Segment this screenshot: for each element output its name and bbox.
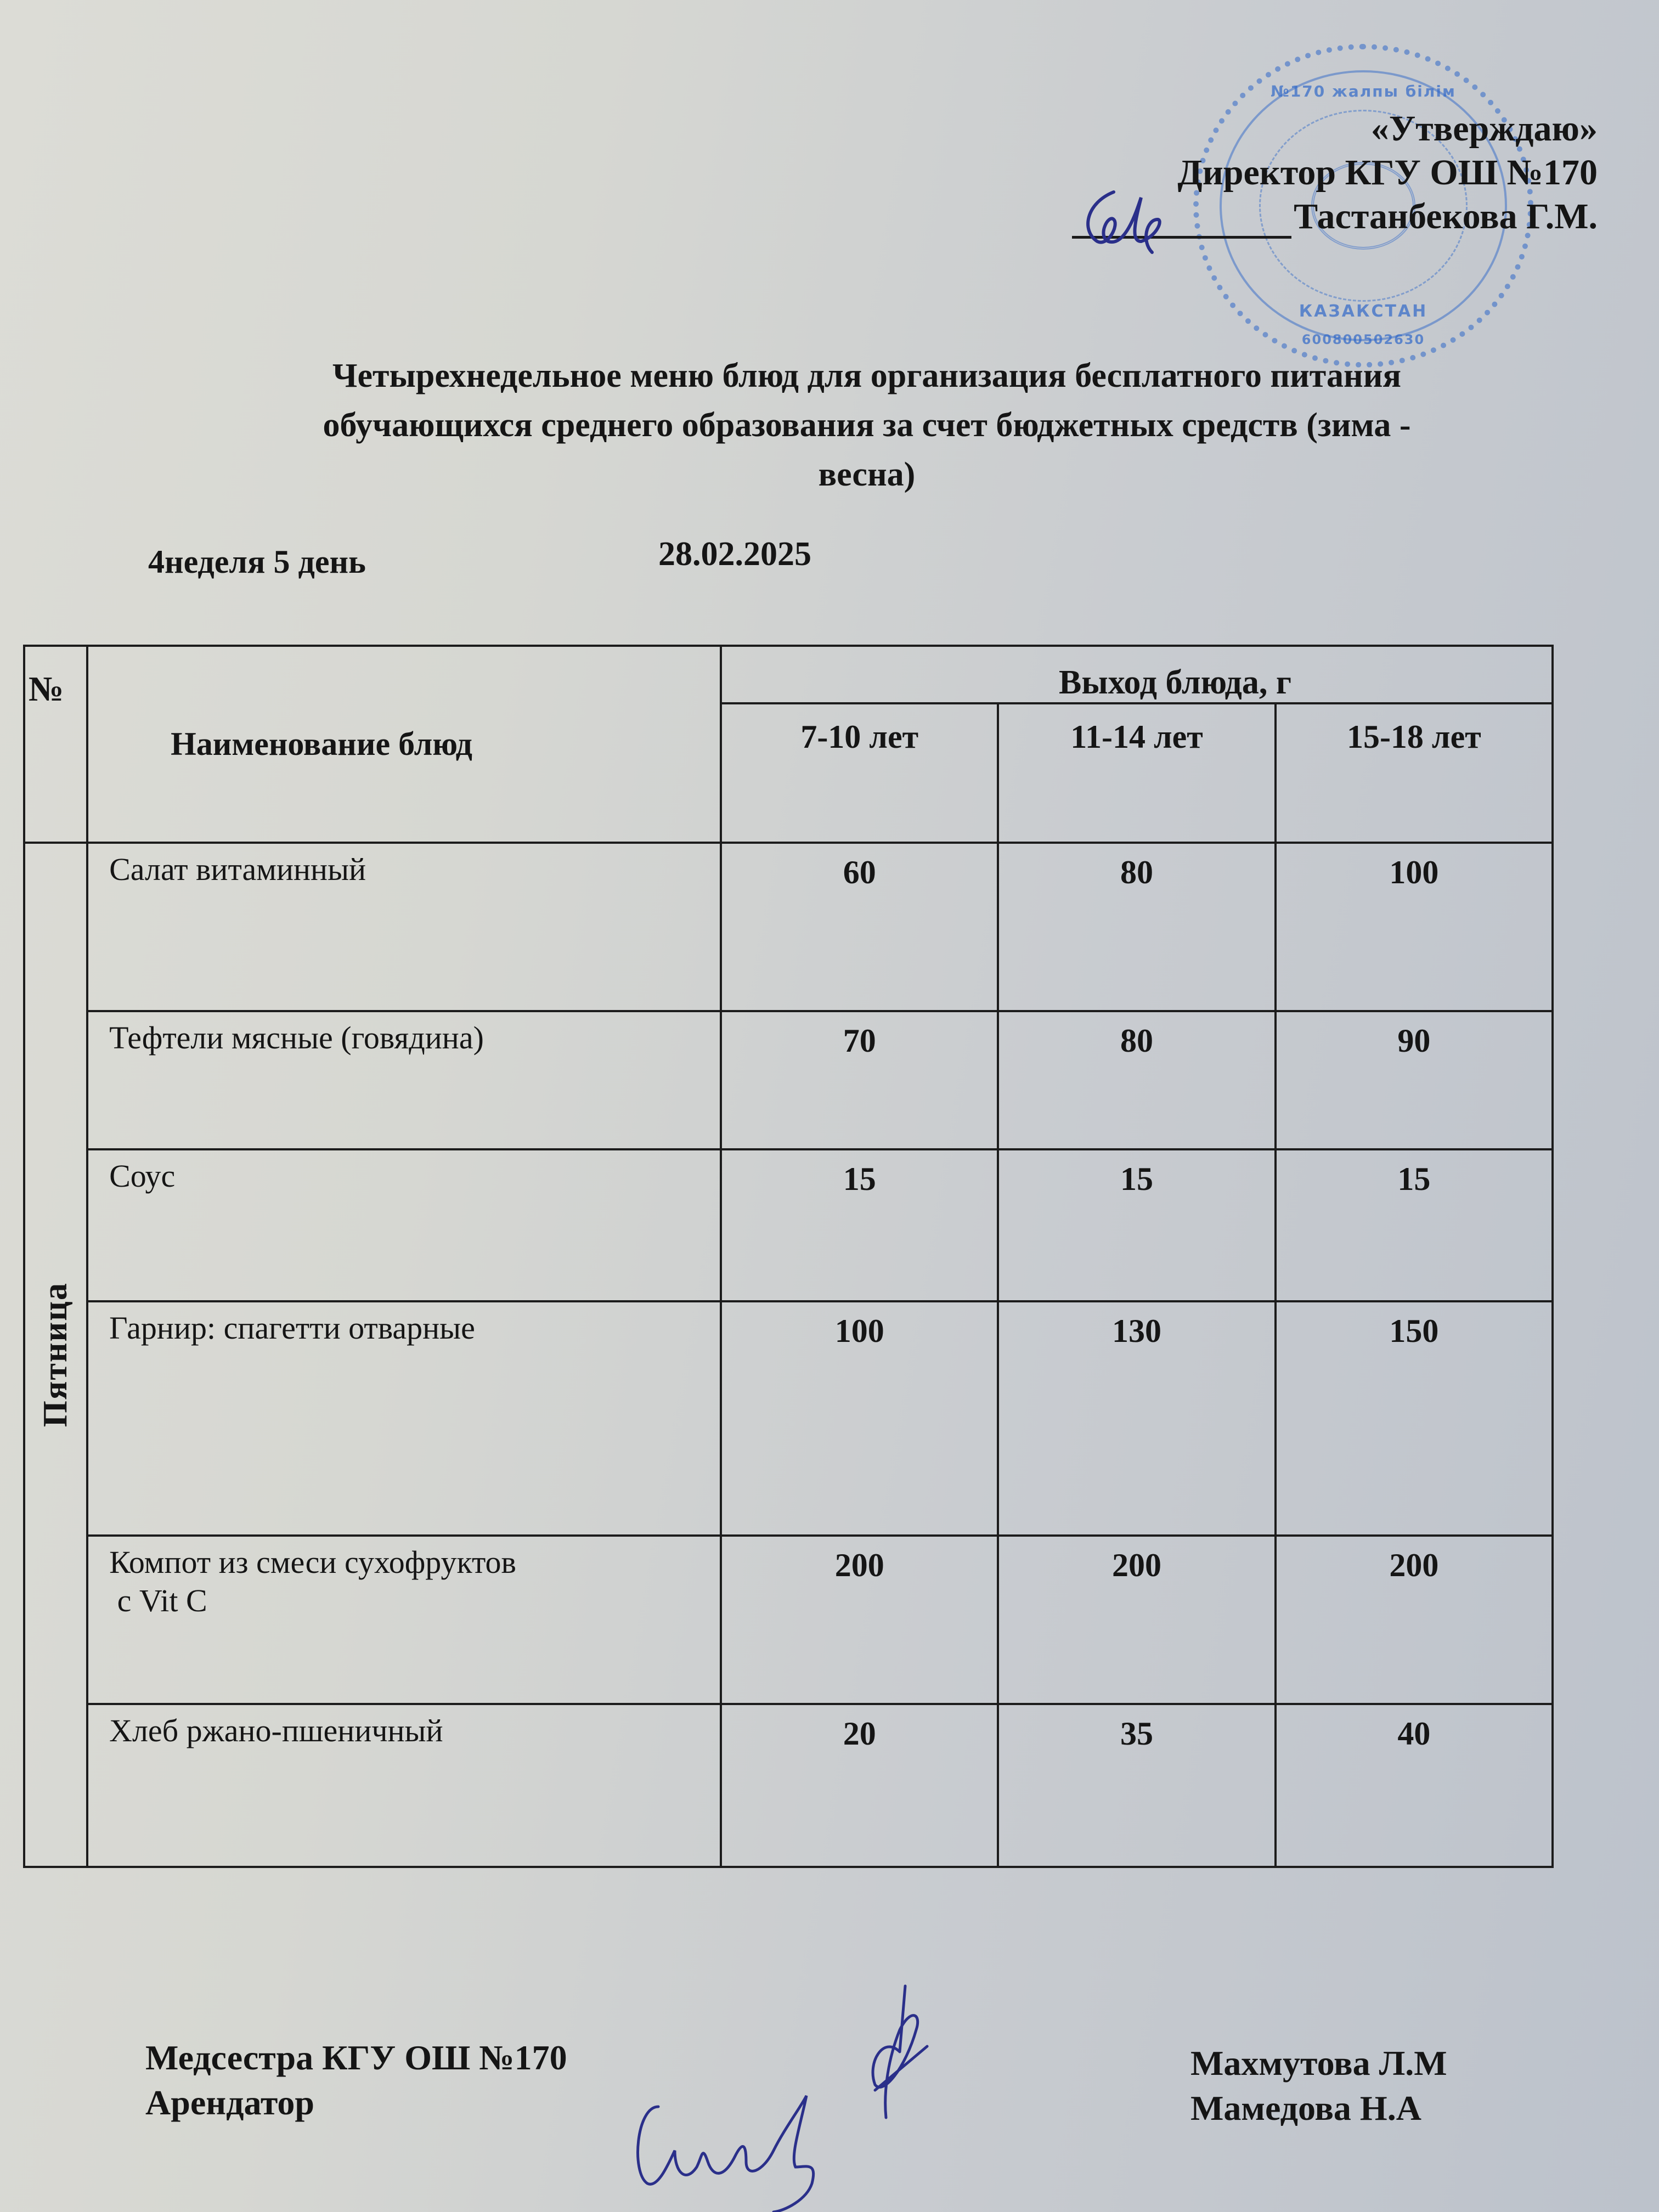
yield-15-18: 150 — [1276, 1301, 1553, 1536]
dish-name: Салат витаминный — [87, 843, 721, 1011]
title-line-1: Четырехнедельное меню блюд для организация бесплатного питания — [332, 357, 1402, 394]
approval-heading: «Утверждаю» — [1370, 109, 1598, 149]
stamp-country: КАЗАКСТАН — [1299, 302, 1428, 321]
header-dish-name: Наименование блюд — [87, 646, 721, 843]
director-signature — [1075, 181, 1218, 263]
yield-7-10: 15 — [721, 1149, 998, 1301]
table-row — [24, 1301, 1553, 1536]
yield-11-14: 130 — [998, 1301, 1275, 1536]
dish-name — [87, 1536, 721, 1704]
yield-15-18: 90 — [1276, 1011, 1553, 1149]
tenant-title: Арендатор — [145, 2083, 314, 2122]
stamp-number: 600800502630 — [1301, 332, 1425, 347]
nurse-title: Медсестра КГУ ОШ №170 — [145, 2038, 567, 2077]
yield-15-18: 15 — [1276, 1149, 1553, 1301]
header-age-15-18: 15-18 лет — [1276, 703, 1553, 843]
table-row — [24, 1704, 1553, 1867]
title-line-2: обучающихся среднего образования за счет бюджетных средств (зима - — [323, 407, 1411, 444]
table-row — [24, 843, 1553, 1011]
menu-date: 28.02.2025 — [658, 535, 811, 573]
table-header-row — [24, 646, 1553, 703]
week-day-label: 4неделя 5 день — [148, 544, 366, 580]
yield-11-14: 80 — [998, 843, 1275, 1011]
table-row — [24, 1149, 1553, 1301]
yield-7-10: 100 — [721, 1301, 998, 1536]
day-label: Пятница — [37, 1282, 75, 1427]
approval-position: Директор КГУ ОШ №170 — [1177, 153, 1598, 193]
document-title — [187, 351, 1547, 499]
yield-11-14: 80 — [998, 1011, 1275, 1149]
yield-7-10: 200 — [721, 1536, 998, 1704]
yield-7-10: 70 — [721, 1011, 998, 1149]
nurse-name: Махмутова Л.М — [1190, 2044, 1447, 2083]
yield-15-18: 40 — [1276, 1704, 1553, 1867]
table-row — [24, 1536, 1553, 1704]
yield-11-14: 200 — [998, 1536, 1275, 1704]
dish-name: Тефтели мясные (говядина) — [87, 1011, 721, 1149]
yield-15-18: 100 — [1276, 843, 1553, 1011]
tenant-name: Мамедова Н.А — [1190, 2089, 1421, 2128]
dish-name-line-2: с Vit C — [109, 1583, 207, 1618]
yield-7-10: 20 — [721, 1704, 998, 1867]
dish-name: Гарнир: спагетти отварные — [87, 1301, 721, 1536]
header-age-11-14: 11-14 лет — [998, 703, 1275, 843]
day-cell — [24, 843, 87, 1867]
footer-right — [1190, 2041, 1447, 2131]
menu-table — [23, 645, 1554, 1868]
dish-name: Соус — [87, 1149, 721, 1301]
yield-7-10: 60 — [721, 843, 998, 1011]
footer-left — [145, 2035, 567, 2125]
table-row — [24, 1011, 1553, 1149]
title-line-3: весна) — [818, 456, 916, 493]
yield-11-14: 35 — [998, 1704, 1275, 1867]
yield-15-18: 200 — [1276, 1536, 1553, 1704]
header-age-7-10: 7-10 лет — [721, 703, 998, 843]
dish-name: Хлеб ржано-пшеничный — [87, 1704, 721, 1867]
approval-name: Тастанбекова Г.М. — [1294, 196, 1598, 236]
header-yield: Выход блюда, г — [721, 646, 1553, 703]
header-number: № — [24, 646, 87, 843]
stamp-top-text: №170 жалпы білім — [1271, 82, 1456, 100]
tenant-signature — [625, 2074, 856, 2212]
dish-name-line-1: Компот из смеси сухофруктов — [109, 1544, 516, 1580]
yield-11-14: 15 — [998, 1149, 1275, 1301]
